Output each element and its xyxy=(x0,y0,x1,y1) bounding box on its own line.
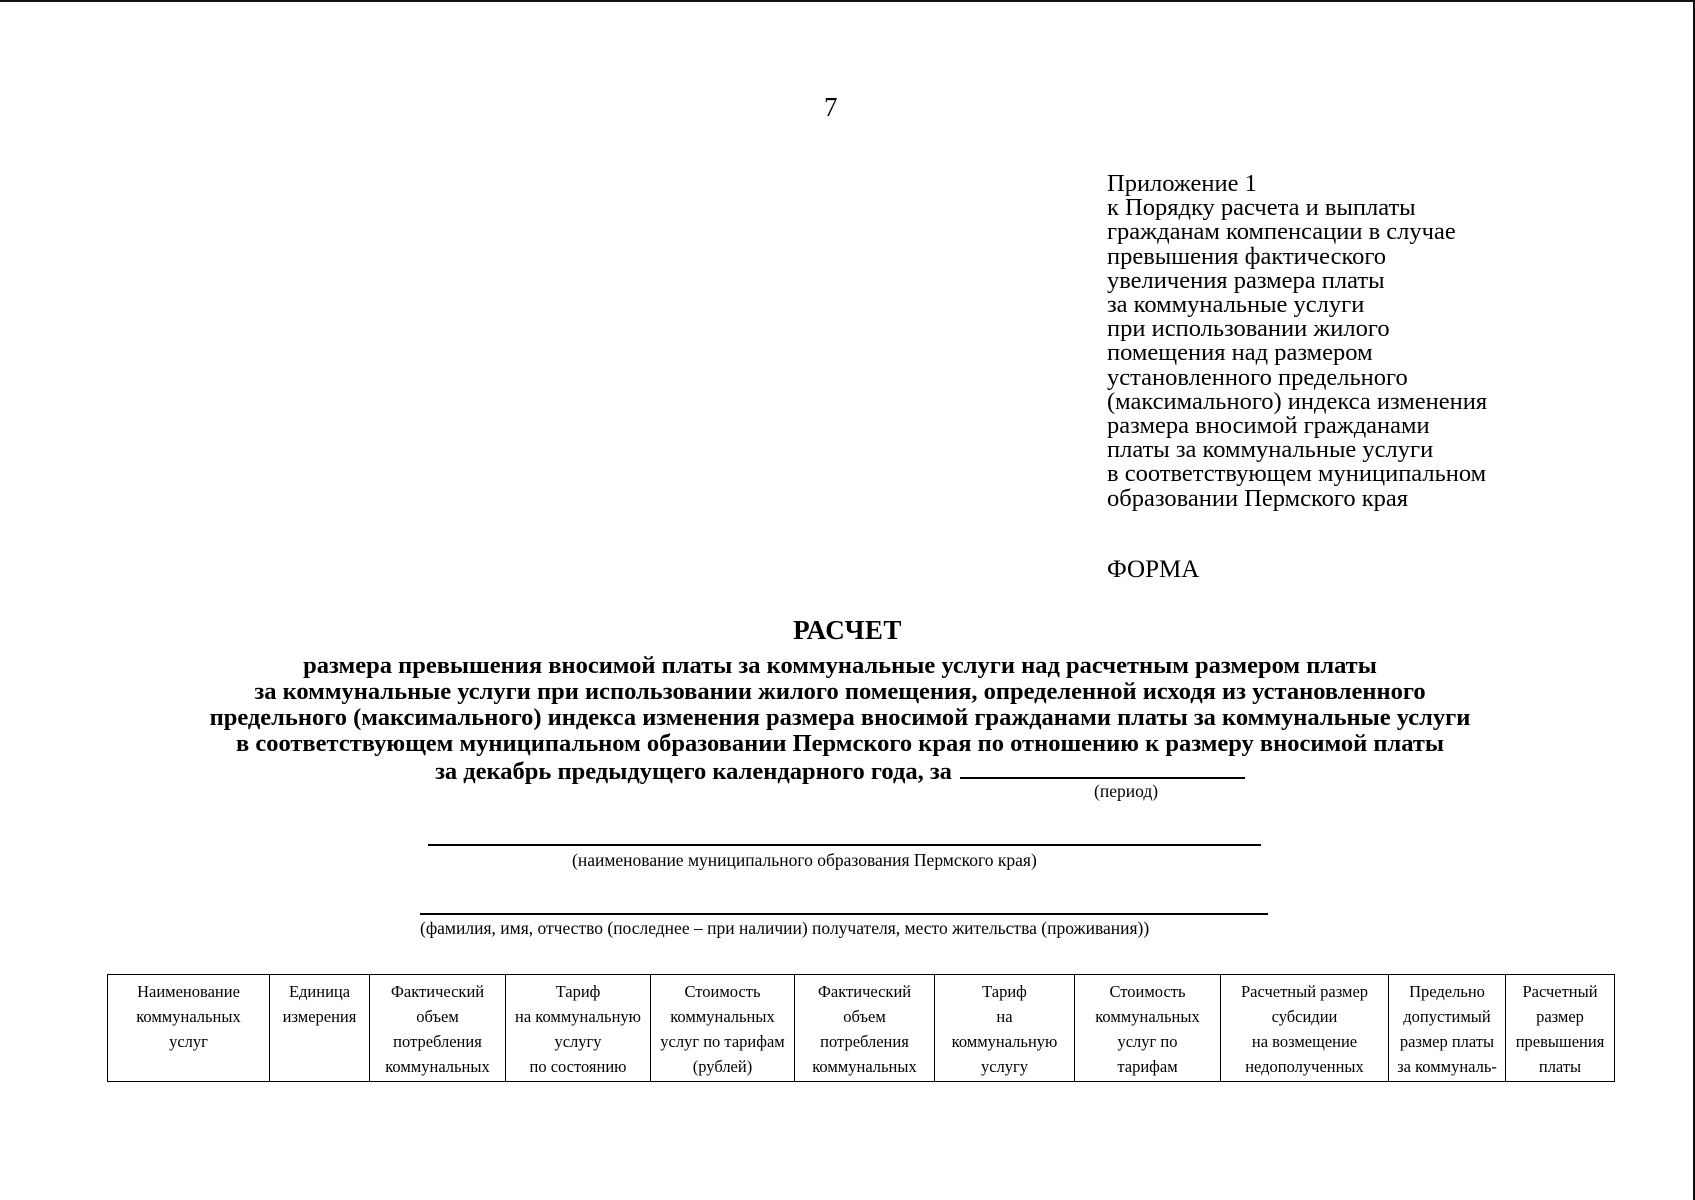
subtitle-line: размера превышения вносимой платы за коммунальные услуги над расчетным размером платы xyxy=(303,652,1377,679)
appendix-line: установленного предельного xyxy=(1107,363,1408,391)
table-header-row xyxy=(108,975,1615,1082)
period-caption: (период) xyxy=(1094,781,1159,801)
column-header-cost-2: Стоимость коммунальных услуг по тарифам xyxy=(1075,975,1221,1082)
recipient-caption: (фамилия, имя, отчество (последнее – при наличии) получателя, место жительства (проживания)) xyxy=(420,918,1150,938)
appendix-line: к Порядку расчета и выплаты xyxy=(1107,194,1416,222)
column-header-subsidy: Расчетный размер субсидии на возмещение недополученных xyxy=(1221,975,1389,1082)
column-header-tariff-2: Тариф на коммунальную услугу xyxy=(935,975,1075,1082)
column-header-cost-1: Стоимость коммунальных услуг по тарифам (рублей) xyxy=(651,975,795,1082)
page-border-top xyxy=(0,0,1695,2)
column-header-max-payment: Предельно допустимый размер платы за коммуналь- xyxy=(1389,975,1506,1082)
appendix-reference xyxy=(1107,172,1487,511)
municipality-caption: (наименование муниципального образования Пермского края) xyxy=(572,850,1037,870)
appendix-line: превышения фактического xyxy=(1107,242,1387,270)
page-number: 7 xyxy=(824,92,838,122)
appendix-line: помещения над размером xyxy=(1107,339,1373,367)
column-header-actual-volume-1: Фактический объем потребления коммунальных xyxy=(370,975,506,1082)
document-subtitle xyxy=(100,653,1580,785)
subtitle-line: в соответствующем муниципальном образовании Пермского края по отношению к размеру вносимой платы xyxy=(235,730,1445,757)
column-header-excess: Расчетный размер превышения платы xyxy=(1506,975,1615,1082)
recipient-blank-line xyxy=(420,913,1268,915)
appendix-line: образовании Пермского края xyxy=(1107,484,1409,512)
document-title: РАСЧЕТ xyxy=(793,615,902,645)
appendix-line: в соответствующем муниципальном xyxy=(1107,460,1487,488)
calculation-table xyxy=(107,974,1615,1082)
appendix-line: увеличения размера платы xyxy=(1107,266,1385,294)
appendix-line: гражданам компенсации в случае xyxy=(1107,218,1456,246)
form-label: ФОРМА xyxy=(1107,556,1200,583)
subtitle-line: за коммунальные услуги при использовании жилого помещения, определенной исходя из установленного xyxy=(254,678,1426,705)
column-header-actual-volume-2: Фактический объем потребления коммунальных xyxy=(795,975,935,1082)
appendix-line: (максимального) индекса изменения xyxy=(1107,387,1488,415)
subtitle-line: предельного (максимального) индекса изменения размера вносимой гражданами платы за коммунальные услуги xyxy=(209,704,1471,731)
appendix-line: за коммунальные услуги xyxy=(1107,291,1365,319)
column-header-unit: Единица измерения xyxy=(270,975,370,1082)
appendix-line: при использовании жилого xyxy=(1107,315,1390,343)
column-header-service-name: Наименование коммунальных услуг xyxy=(108,975,270,1082)
column-header-tariff-1: Тариф на коммунальную услугу по состоянию xyxy=(506,975,651,1082)
subtitle-line-period xyxy=(100,757,1580,785)
municipality-blank-line xyxy=(428,844,1261,846)
appendix-line: платы за коммунальные услуги xyxy=(1107,436,1434,464)
appendix-line: Приложение 1 xyxy=(1107,170,1257,197)
period-blank xyxy=(960,757,1245,779)
appendix-line: размера вносимой гражданами xyxy=(1107,412,1430,440)
subtitle-line: за декабрь предыдущего календарного года, за xyxy=(435,758,952,785)
